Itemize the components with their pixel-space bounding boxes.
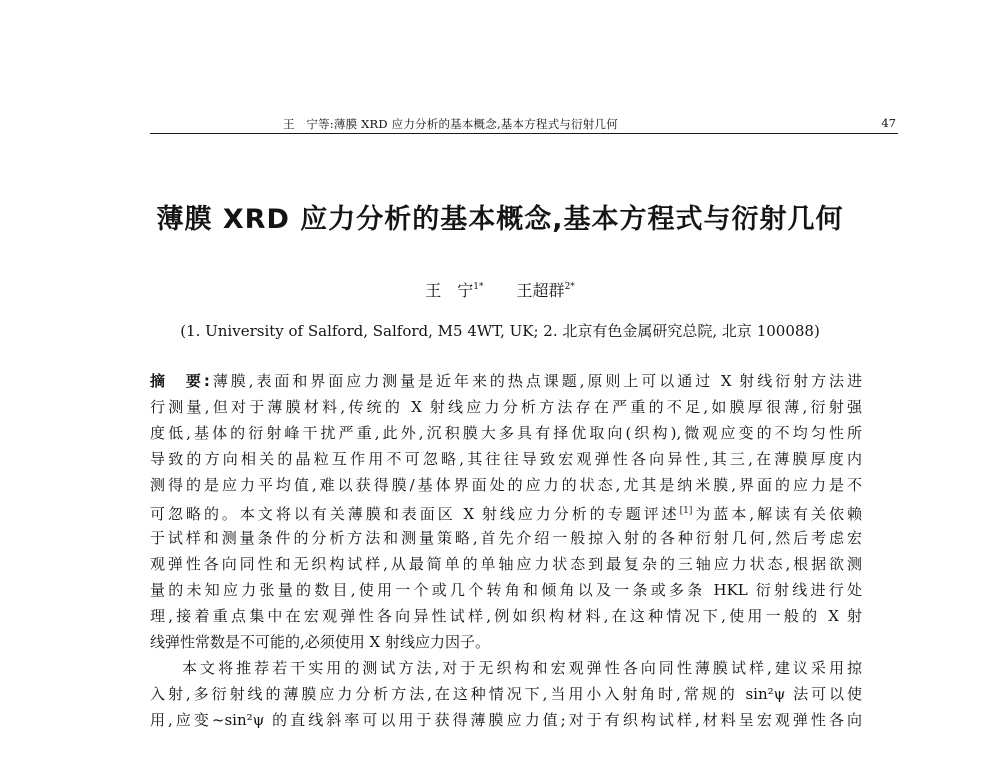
article-title: 薄膜 XRD 应力分析的基本概念,基本方程式与衍射几何: [156, 204, 844, 235]
author-name: 王 宁: [425, 281, 474, 300]
abstract-line: 摘 要:薄膜,表面和界面应力测量是近年来的热点课题,原则上可以通过 X 射线衍射方法进: [150, 372, 862, 390]
citation-ref: [1]: [679, 506, 693, 517]
body-line: 用,应变~sin²ψ 的直线斜率可以用于获得薄膜应力值;对于有织构试样,材料呈宏观弹性各向: [150, 711, 862, 730]
running-header: [150, 117, 898, 134]
abstract-line: 行测量,但对于薄膜材料,传统的 X 射线应力分析方法存在严重的不足,如膜厚很薄,衍射强: [150, 398, 862, 417]
abstract-line: 于试样和测量条件的分析方法和测量策略,首先介绍一般掠入射的各种衍射几何,然后考虑宏: [150, 528, 862, 547]
abstract-line: 导致的方向相关的晶粒互作用不可忽略,其往往导致宏观弹性各向异性,其三,在薄膜厚度内: [150, 450, 862, 469]
author-list: [0, 278, 1000, 301]
abstract-line: 线弹性常数是不可能的,必须使用 X 射线应力因子。: [150, 632, 490, 651]
author-marks: 1*: [473, 282, 484, 292]
page-number: 47: [881, 116, 896, 130]
abstract-label: 摘 要:: [150, 372, 210, 390]
abstract-line: 理,接着重点集中在宏观弹性各向异性试样,例如织构材料,在这种情况下,使用一般的 X 射: [150, 606, 862, 625]
author-marks: 2*: [564, 282, 575, 292]
abstract-line: 度低,基体的衍射峰干扰严重,此外,沉积膜大多具有择优取向(织构),微观应变的不均匀性所: [150, 424, 862, 443]
affiliation: (1. University of Salford, Salford, M5 4WT, UK; 2. 北京有色金属研究总院, 北京 100088): [180, 322, 820, 340]
body-line: 本文将推荐若干实用的测试方法,对于无织构和宏观弹性各向同性薄膜试样,建议采用掠: [182, 659, 862, 678]
author-1: [425, 281, 483, 300]
body-line: 入射,多衍射线的薄膜应力分析方法,在这种情况下,当用小入射角时,常规的 sin²ψ 法可以使: [150, 685, 862, 704]
author-name: 王超群: [516, 281, 565, 300]
abstract-line: 测得的是应力平均值,难以获得膜/基体界面处的应力的状态,尤其是纳米膜,界面的应力是不: [150, 476, 862, 495]
abstract: [150, 368, 862, 733]
abstract-line: 可忽略的。本文将以有关薄膜和表面区 X 射线应力分析的专题评述[1]为蓝本,解读有关依赖: [150, 505, 862, 524]
abstract-line: 量的未知应力张量的数目,使用一个或几个转角和倾角以及一条或多条 HKL 衍射线进行处: [150, 580, 862, 599]
abstract-line: 观弹性各向同性和无织构试样,从最简单的单轴应力状态到最复杂的三轴应力状态,根据欲测: [150, 554, 862, 573]
running-title: 王 宁等:薄膜 XRD 应力分析的基本概念,基本方程式与衍射几何: [283, 117, 618, 131]
author-2: [517, 281, 575, 300]
